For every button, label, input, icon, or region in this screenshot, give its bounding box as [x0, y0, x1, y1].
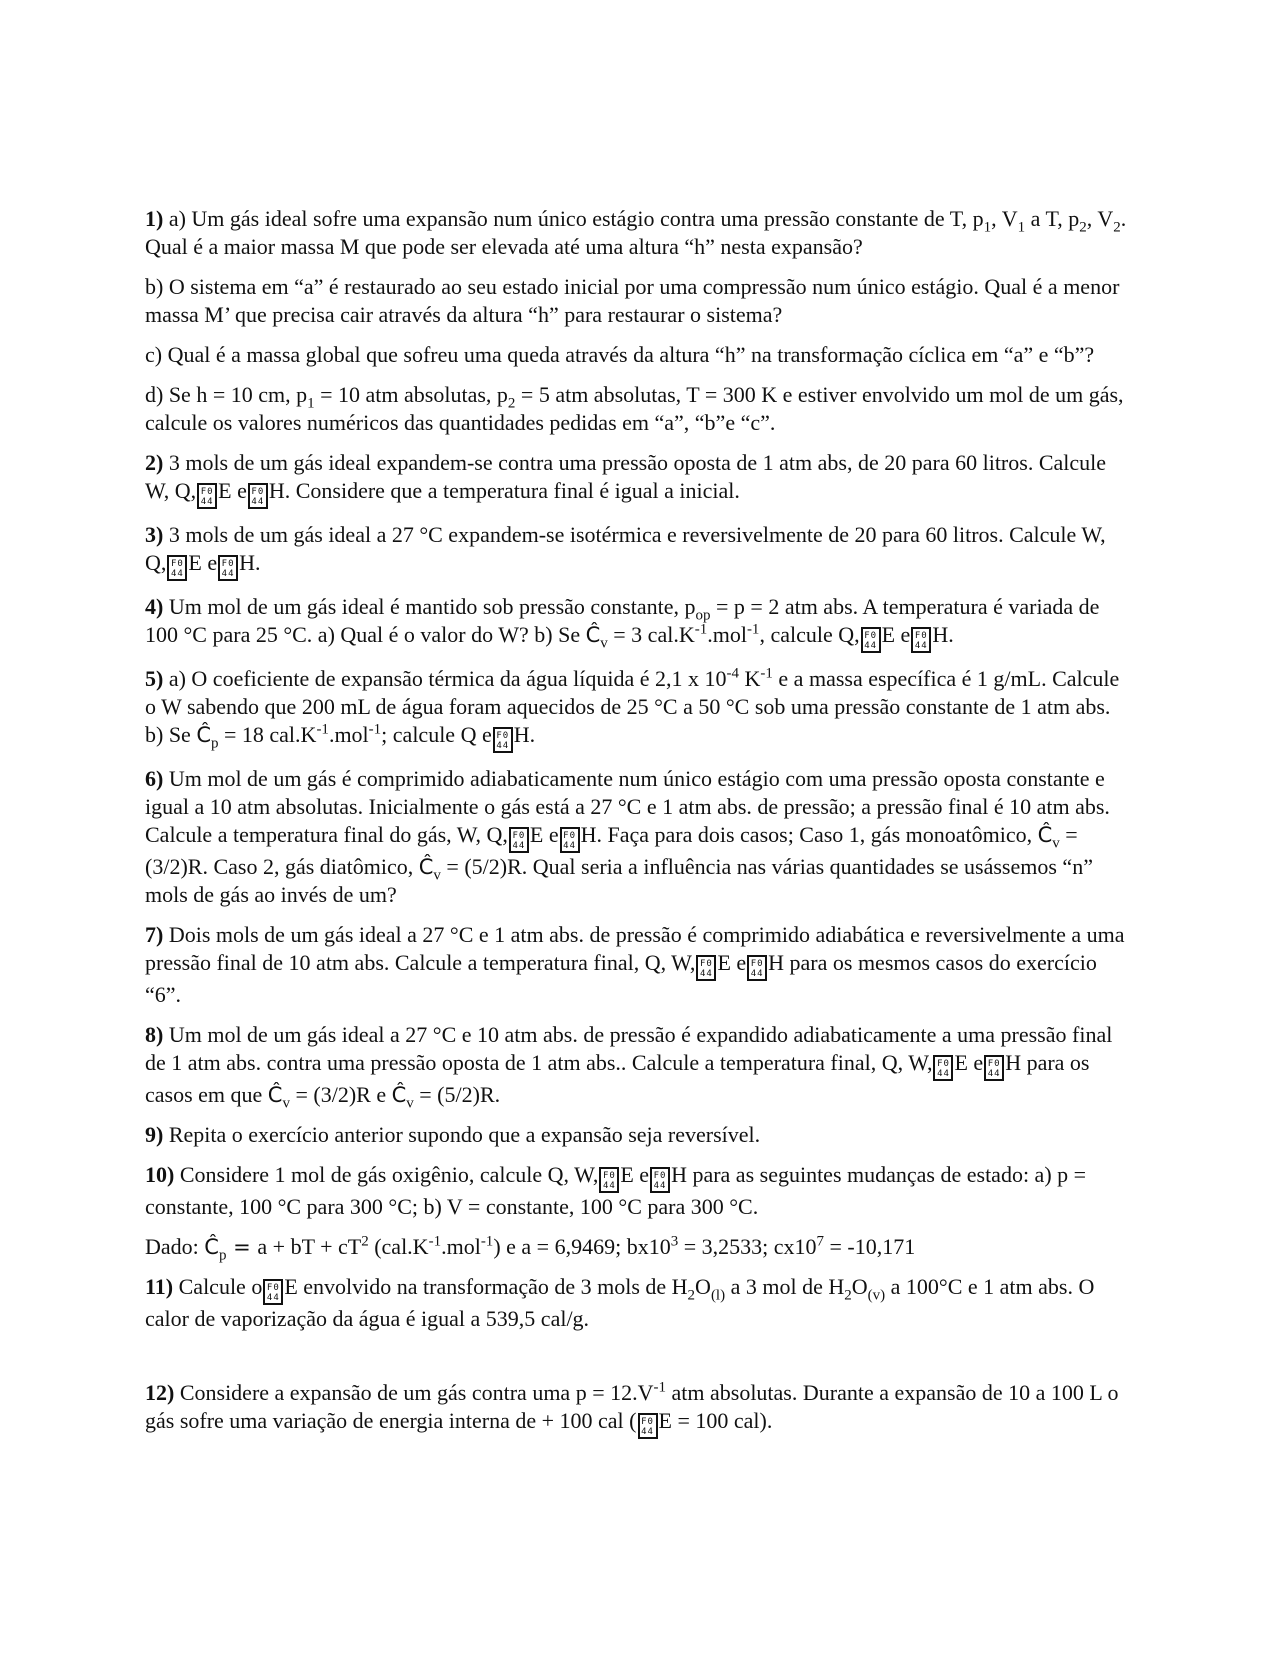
- question-number: 2): [145, 450, 164, 475]
- missing-glyph-icon: F0 44: [911, 627, 931, 653]
- question-10-data: Dado: $Ĉ_p = a$ + bT + $cT^2$ $(cal.K^{-1}.mol^{-1})$ e a = 6,9469; $bx10^3 = 3,2533$; $cx10^7 = -10,171$: [145, 1233, 916, 1264]
- question-6: 6) Um mol de um gás é comprimido adiabaticamente num único estágio com uma pressão oposta constante e igual a 10 atm absolutas. Inicialmente o gás está a 27 °C e 1 atm abs. de pressão; a pressão final é 10 atm abs. Calcule a temperatura final do gás, W, Q, F0 44 E e F0 44 H. Faça para dois casos; Caso 1, gás monoatômico, $Ĉ_v = (3/2)R$. Caso 2, gás diatômico, $Ĉ_v = (5/2)R$. Qual seria a influência nas várias quantidades se usássemos “n” mols de gás ao invés de um?: [145, 766, 1110, 907]
- question-number: 9): [145, 1122, 164, 1147]
- question-8: 8) Um mol de um gás ideal a 27 °C e 10 atm abs. de pressão é expandido adiabaticamente a uma pressão final de 1 atm abs. contra uma pressão oposta de 1 atm abs.. Calcule a temperatura final, Q, W, F0 44 E e F0 44 H para os casos em que $Ĉ_v = (3/2)R$ e $Ĉ_v = (5/2)R$.: [145, 1022, 1113, 1112]
- question-12: 12) Considere a expansão de um gás contra uma $p = 12.V^{-1}$ atm absolutas. Durante a expansão de 10 a 100 L o gás sofre uma variação de energia interna de + 100 cal ( F0 44 E = 100 cal).: [145, 1379, 1119, 1437]
- missing-glyph-icon: F0 44: [861, 627, 881, 653]
- question-number: 1): [145, 206, 164, 231]
- missing-glyph-icon: F0 44: [263, 1279, 283, 1305]
- question-11: 11) Calcule o F0 44 E envolvido na transformação de 3 mols de $H_2O_{(l)}$ a 3 mol de $H_2O_{(v)}$ a 100°C e 1 atm abs. O calor de vaporização da água é igual a 539,5 cal/g.: [145, 1274, 1095, 1331]
- question-number: 4): [145, 594, 164, 619]
- question-number: 11): [145, 1274, 174, 1299]
- question-number: 10): [145, 1162, 175, 1187]
- missing-glyph-icon: F0 44: [933, 1055, 953, 1081]
- question-3: 3) 3 mols de um gás ideal a 27 °C expandem-se isotérmica e reversivelmente de 20 para 60 litros. Calcule W, Q, F0 44 E e F0 44 H.: [145, 522, 1106, 579]
- question-4: 4) Um mol de um gás ideal é mantido sob pressão constante, $p_{op} = p = 2$ atm abs. A temperatura é variada de 100 °C para 25 °C. a) Qual é o valor do W? b) Se $Ĉ_v = 3$ $cal.K^{-1}.mol^{-1}$, calcule Q, F0 44 E e F0 44 H.: [145, 594, 1100, 652]
- question-5: 5) a) O coeficiente de expansão térmica da água líquida é 2,1 x $10^{-4}$ $K^{-1}$ e a massa específica é 1 g/mL. Calcule o W sabendo que 200 mL de água foram aquecidos de 25 °C a 50 °C sob uma pressão constante de 1 atm abs. b) Se $Ĉ_p = 18$ $cal.K^{-1}.mol^{-1}$; calcule Q e F0 44 H.: [145, 665, 1120, 752]
- missing-glyph-icon: F0 44: [638, 1413, 658, 1439]
- question-number: 7): [145, 922, 164, 947]
- question-1c: c) Qual é a massa global que sofreu uma queda através da altura “h” na transformação cíclica em “a” e “b”?: [145, 342, 1095, 367]
- question-number: 5): [145, 666, 164, 691]
- question-1b: b) O sistema em “a” é restaurado ao seu estado inicial por uma compressão num único estágio. Qual é a menor massa M’ que precisa cair através da altura “h” para restaurar o sistema?: [145, 274, 1120, 327]
- question-number: 12): [145, 1380, 175, 1405]
- missing-glyph-icon: F0 44: [248, 483, 268, 509]
- question-1d: d) Se h = 10 cm, $p_1 = 10$ atm absolutas, $p_2 = 5$ atm absolutas, T = 300 K e estiver envolvido um mol de um gás, calcule os valores numéricos das quantidades pedidas em “a”, “b”e “c”.: [145, 382, 1124, 435]
- question-number: 3): [145, 522, 164, 547]
- missing-glyph-icon: F0 44: [560, 827, 580, 853]
- missing-glyph-icon: F0 44: [599, 1167, 619, 1193]
- question-number: 6): [145, 766, 164, 791]
- question-10: 10) Considere 1 mol de gás oxigênio, calcule Q, W, F0 44 E e F0 44 H para as seguintes mudanças de estado: a) p = constante, 100 °C para 300 °C; b) V = constante, 100 °C para 300 °C.: [145, 1162, 1087, 1219]
- missing-glyph-icon: F0 44: [747, 955, 767, 981]
- missing-glyph-icon: F0 44: [696, 955, 716, 981]
- missing-glyph-icon: F0 44: [509, 827, 529, 853]
- question-1a: 1) a) Um gás ideal sofre uma expansão num único estágio contra uma pressão constante de T, $p_1$, $V_1$ a T, $p_2$, $V_2$. Qual é a maior massa M que pode ser elevada até uma altura “h” nesta expansão?: [145, 206, 1127, 259]
- missing-glyph-icon: F0 44: [197, 483, 217, 509]
- missing-glyph-icon: F0 44: [650, 1167, 670, 1193]
- missing-glyph-icon: F0 44: [218, 555, 238, 581]
- question-number: 8): [145, 1022, 164, 1047]
- question-2: 2) 3 mols de um gás ideal expandem-se contra uma pressão oposta de 1 atm abs, de 20 para 60 litros. Calcule W, Q, F0 44 E e F0 44 H. Considere que a temperatura final é igual a inicial.: [145, 450, 1107, 507]
- exercise-sheet: [145, 205, 1130, 1451]
- missing-glyph-icon: F0 44: [167, 555, 187, 581]
- question-9: 9) Repita o exercício anterior supondo que a expansão seja reversível.: [145, 1122, 761, 1147]
- missing-glyph-icon: F0 44: [493, 727, 513, 753]
- question-7: 7) Dois mols de um gás ideal a 27 °C e 1 atm abs. de pressão é comprimido adiabática e reversivelmente a uma pressão final de 10 atm abs. Calcule a temperatura final, Q, W, F0 44 E e F0 44 H para os mesmos casos do exercício “6”.: [145, 922, 1125, 1007]
- missing-glyph-icon: F0 44: [984, 1055, 1004, 1081]
